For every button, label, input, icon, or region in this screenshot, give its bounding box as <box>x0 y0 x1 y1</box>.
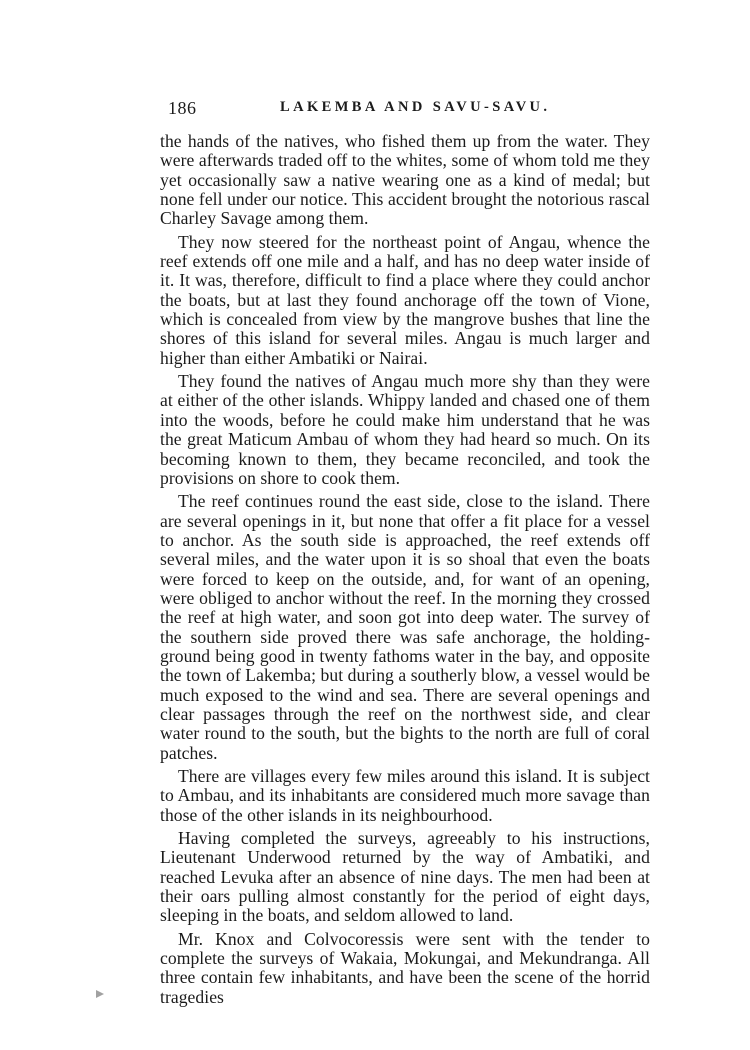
scan-mark <box>96 990 104 998</box>
paragraph: They now steered for the northeast point of Angau, whence the reef extends off one mile and a half, and has no deep water inside of it. It was, therefore, difficult to find a place where they could anchor the boats, but at last they found anchorage off the town of Vione, which is concealed from view by the mangrove bushes that line the shores of this island for several miles. Angau is much larger and higher than either Ambatiki or Nairai. <box>160 231 650 368</box>
paragraph-continued: the hands of the natives, who fished them up from the water. They were afterwards traded off to the whites, some of whom told me they yet occasionally saw a native wearing one as a kind of medal; but none fell under our notice. This accident brought the notorious rascal Charley Savage among them. <box>160 131 650 229</box>
page-header <box>168 98 650 122</box>
paragraph: They found the natives of Angau much more shy than they were at either of the other islands. Whippy landed and chased one of them into the woods, before he could make him understand that he was the great Maticum Ambau of whom they had heard so much. On its becoming known to them, they became reconciled, and took the provisions on shore to cook them. <box>160 371 650 488</box>
running-head: LAKEMBA AND SAVU-SAVU. <box>280 99 551 115</box>
paragraph: Mr. Knox and Colvocoressis were sent with the tender to complete the surveys of Wakaia, Mokungai, and Mekundranga. All three contain few inhabitants, and have been the scene of the horrid tragedies <box>160 928 650 1007</box>
paragraph: The reef continues round the east side, close to the island. There are several openings in it, but none that offer a fit place for a vessel to anchor. As the south side is approached, the reef extends off several miles, and the water upon it is so shoal that even the boats were forced to keep on the outside, and, for want of an opening, were obliged to anchor without the reef. In the morning they crossed the reef at high water, and soon got into deep water. The survey of the southern side proved there was safe anchorage, the holding-ground being good in twenty fathoms water in the bay, and opposite the town of Lakemba; but during a southerly blow, a vessel would be much exposed to the wind and sea. There are several openings and clear passages through the reef on the northwest side, and clear water round to the south, but the bights to the north are full of coral patches. <box>160 491 650 763</box>
paragraph: Having completed the surveys, agreeably to his instructions, Lieutenant Underwood returned by the way of Ambatiki, and reached Levuka after an absence of nine days. The men had been at their oars pulling almost constantly for the period of eight days, sleeping in the boats, and seldom allowed to land. <box>160 828 650 926</box>
body-text <box>160 132 650 1007</box>
page-number: 186 <box>168 98 197 118</box>
paragraph: There are villages every few miles around this island. It is subject to Ambau, and its inhabitants are considered much more savage than those of the other islands in its neighbourhood. <box>160 766 650 825</box>
